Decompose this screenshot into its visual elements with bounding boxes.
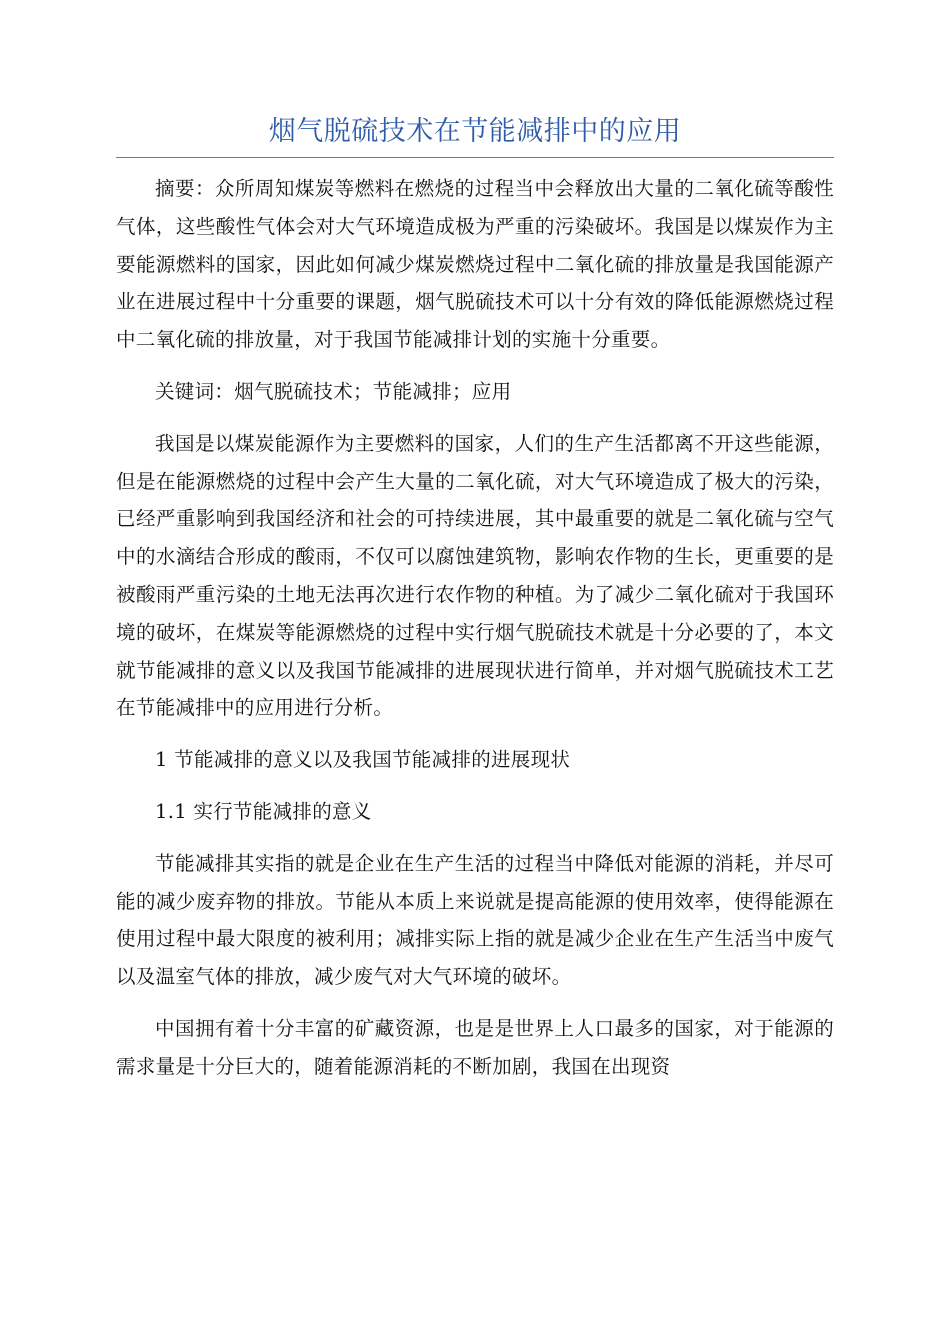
intro-paragraph: 我国是以煤炭能源作为主要燃料的国家，人们的生产生活都离不开这些能源，但是在能源燃烧的过程中会产生大量的二氧化硫，对大气环境造成了极大的污染，已经严重影响到我国经济和社会的可持续进展，其中最重要的就是二氧化硫与空气中的水滴结合形成的酸雨，不仅可以腐蚀建筑物，影响农作物的生长，更重要的是被酸雨严重污染的土地无法再次进行农作物的种植。为了减少二氧化硫对于我国环境的破坏，在煤炭等能源燃烧的过程中实行烟气脱硫技术就是十分必要的了，本文就节能减排的意义以及我国节能减排的进展现状进行简单，并对烟气脱硫技术工艺在节能减排中的应用进行分析。: [116, 431, 834, 720]
section-1-1-paragraph-1: 节能减排其实指的就是企业在生产生活的过程当中降低对能源的消耗，并尽可能的减少废弃物的排放。节能从本质上来说就是提高能源的使用效率，使得能源在使用过程中最大限度的被利用；减排实际上指的就是减少企业在生产生活当中废气以及温室气体的排放，减少废气对大气环境的破坏。: [116, 851, 834, 989]
page-title: 烟气脱硫技术在节能减排中的应用: [268, 116, 682, 147]
abstract-paragraph: 摘要：众所周知煤炭等燃料在燃烧的过程当中会释放出大量的二氧化硫等酸性气体，这些酸性气体会对大气环境造成极为严重的污染破坏。我国是以煤炭作为主要能源燃料的国家，因此如何减少煤炭燃烧过程中二氧化硫的排放量是我国能源产业在进展过程中十分重要的课题，烟气脱硫技术可以十分有效的降低能源燃烧过程中二氧化硫的排放量，对于我国节能减排计划的实施十分重要。: [116, 177, 834, 352]
document-body: [116, 170, 834, 1100]
keywords-line: 关键词：烟气脱硫技术；节能减排；应用: [155, 379, 512, 403]
section-1-1-paragraph-2: 中国拥有着十分丰富的矿藏资源，也是是世界上人口最多的国家，对于能源的需求量是十分巨大的，随着能源消耗的不断加剧，我国在出现资: [116, 1016, 834, 1078]
subsection-heading-1-1: 1.1 实行节能减排的意义: [155, 799, 372, 823]
title-block: [116, 112, 834, 158]
section-heading-1: 1 节能减排的意义以及我国节能减排的进展现状: [155, 748, 571, 772]
